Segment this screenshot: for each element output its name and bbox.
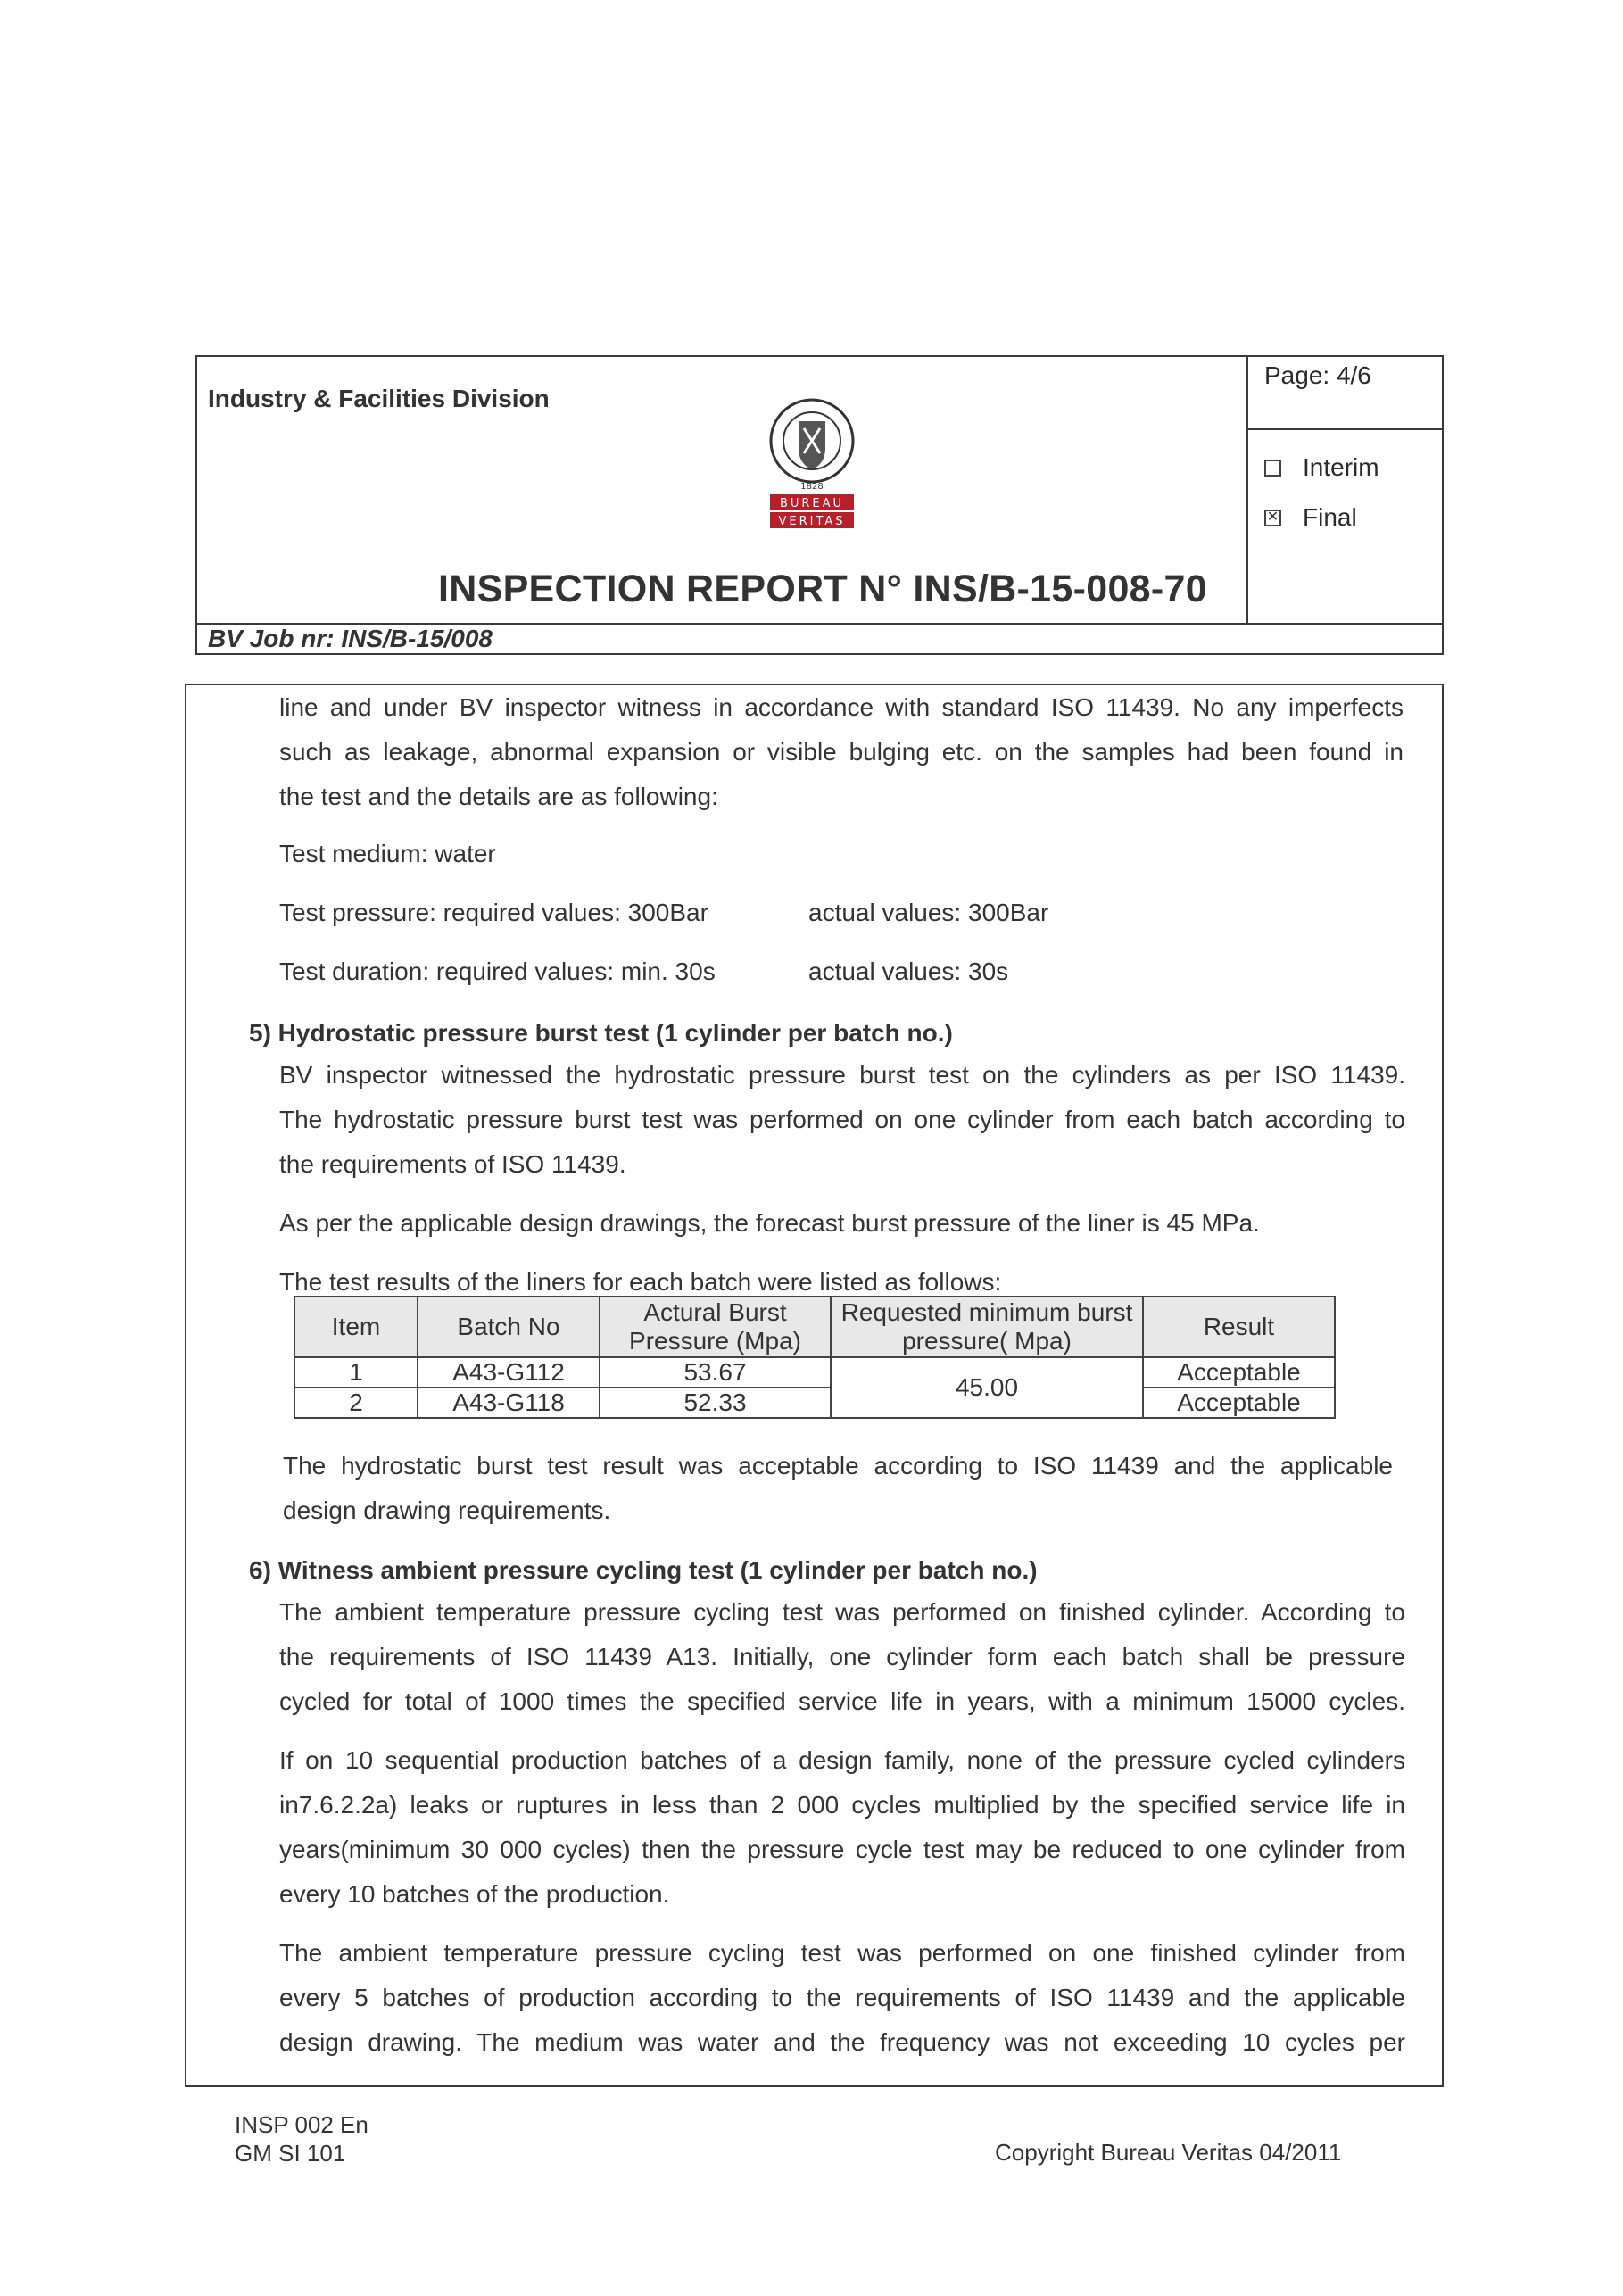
cell-result: Acceptable xyxy=(1143,1388,1335,1418)
text-line: every 10 batches of the production. xyxy=(279,1880,670,1908)
division-name: Industry & Facilities Division xyxy=(208,385,550,412)
text-line: The ambient temperature pressure cycling test was performed on finished cylinder. According to xyxy=(279,1598,1405,1626)
bureau-veritas-logo xyxy=(754,394,870,537)
test-pressure-actual: actual values: 300Bar xyxy=(808,899,1049,926)
text-line: The ambient temperature pressure cycling test was performed on one finished cylinder from xyxy=(279,1939,1405,1967)
status-final[interactable] xyxy=(1248,493,1442,543)
table-row xyxy=(294,1357,1335,1388)
job-number: BV Job nr: INS/B-15/008 xyxy=(208,625,493,652)
footer-form-codes xyxy=(235,2110,368,2168)
text-line: If on 10 sequential production batches of a design family, none of the pressure cycled cylinders xyxy=(279,1746,1405,1774)
checkbox-checked-icon[interactable]: ✕ xyxy=(1264,510,1281,526)
text-line: design drawing requirements. xyxy=(283,1496,611,1524)
status-panel xyxy=(1246,357,1442,623)
text-line: years(minimum 30 000 cycles) then the pressure cycle test may be reduced to one cylinder from xyxy=(279,1836,1405,1863)
cell-batch: A43-G112 xyxy=(418,1357,600,1388)
section-5-paragraph-3: The test results of the liners for each batch were listed as follows: xyxy=(279,1268,1002,1296)
footer-copyright: Copyright Bureau Veritas 04/2011 xyxy=(995,2139,1342,2166)
report-body xyxy=(185,684,1444,2087)
cell-item: 2 xyxy=(294,1388,418,1418)
text-line: the requirements of ISO 11439. xyxy=(279,1150,626,1178)
col-requested-min: Requested minimum burst pressure( Mpa) xyxy=(831,1297,1143,1357)
col-batch-no: Batch No xyxy=(418,1297,600,1357)
col-actual-burst: Actural Burst Pressure (Mpa) xyxy=(600,1297,831,1357)
checkbox-empty-icon[interactable] xyxy=(1264,460,1281,477)
test-pressure-required: Test pressure: required values: 300Bar xyxy=(279,899,708,926)
col-result: Result xyxy=(1143,1297,1335,1357)
logo-word-bureau: BUREAU xyxy=(779,497,845,510)
text-line: design drawing. The medium was water and the frequency was not exceeding 10 cycles per xyxy=(279,2028,1405,2056)
section-5-paragraph-2: As per the applicable design drawings, the forecast burst pressure of the liner is 45 MPa. xyxy=(279,1209,1260,1237)
test-duration-actual: actual values: 30s xyxy=(808,957,1009,985)
text-line: The hydrostatic pressure burst test was performed on one cylinder from each batch according to xyxy=(279,1106,1405,1133)
logo-word-veritas: VERITAS xyxy=(778,515,846,528)
intro-paragraph xyxy=(279,685,1404,819)
cell-actual: 52.33 xyxy=(600,1388,831,1418)
cell-result: Acceptable xyxy=(1143,1357,1335,1388)
test-duration-required: Test duration: required values: min. 30s xyxy=(279,957,716,985)
col-item: Item xyxy=(294,1297,418,1357)
section-5-conclusion xyxy=(283,1444,1393,1533)
status-interim[interactable] xyxy=(1248,443,1442,493)
cell-requested-min: 45.00 xyxy=(831,1357,1143,1418)
section-5-paragraph-1 xyxy=(279,1053,1405,1187)
text-line: in7.6.2.2a) leaks or ruptures in less than 2 000 cycles multiplied by the specified service life in xyxy=(279,1791,1405,1819)
table-header-row xyxy=(294,1297,1335,1357)
cell-item: 1 xyxy=(294,1357,418,1388)
logo-year: 1828 xyxy=(800,482,824,492)
text-line: The hydrostatic burst test result was acceptable according to ISO 11439 and the applicable xyxy=(283,1452,1393,1480)
section-6-paragraph-1 xyxy=(279,1590,1405,1724)
burst-results-table xyxy=(294,1296,1336,1419)
cell-actual: 53.67 xyxy=(600,1357,831,1388)
section-6-heading: 6) Witness ambient pressure cycling test (1 cylinder per batch no.) xyxy=(249,1556,1038,1584)
page-number: Page: 4/6 xyxy=(1248,357,1442,430)
form-code: GM SI 101 xyxy=(235,2140,346,2167)
text-line: BV inspector witnessed the hydrostatic pressure burst test on the cylinders as per ISO 11439. xyxy=(279,1061,1405,1089)
text-line: every 5 batches of production according to the requirements of ISO 11439 and the applicable xyxy=(279,1984,1405,2011)
text-line: the test and the details are as following: xyxy=(279,783,718,810)
cell-batch: A43-G118 xyxy=(418,1388,600,1418)
section-6-paragraph-2 xyxy=(279,1738,1405,1917)
section-6-paragraph-3 xyxy=(279,1931,1405,2065)
form-code: INSP 002 En xyxy=(235,2111,368,2138)
status-label: Interim xyxy=(1303,453,1379,481)
text-line: the requirements of ISO 11439 A13. Initially, one cylinder form each batch shall be pressure xyxy=(279,1643,1405,1670)
table-row xyxy=(294,1388,1335,1418)
test-medium: Test medium: water xyxy=(279,840,496,867)
text-line: cycled for total of 1000 times the specified service life in years, with a minimum 15000 cycles. xyxy=(279,1687,1405,1715)
report-header xyxy=(195,355,1444,655)
text-line: line and under BV inspector witness in accordance with standard ISO 11439. No any imperfects xyxy=(279,693,1404,721)
report-title: INSPECTION REPORT N° INS/B-15-008-70 xyxy=(438,568,1207,610)
section-5-heading: 5) Hydrostatic pressure burst test (1 cylinder per batch no.) xyxy=(249,1019,953,1047)
status-label: Final xyxy=(1303,503,1357,531)
text-line: such as leakage, abnormal expansion or visible bulging etc. on the samples had been found in xyxy=(279,738,1404,766)
